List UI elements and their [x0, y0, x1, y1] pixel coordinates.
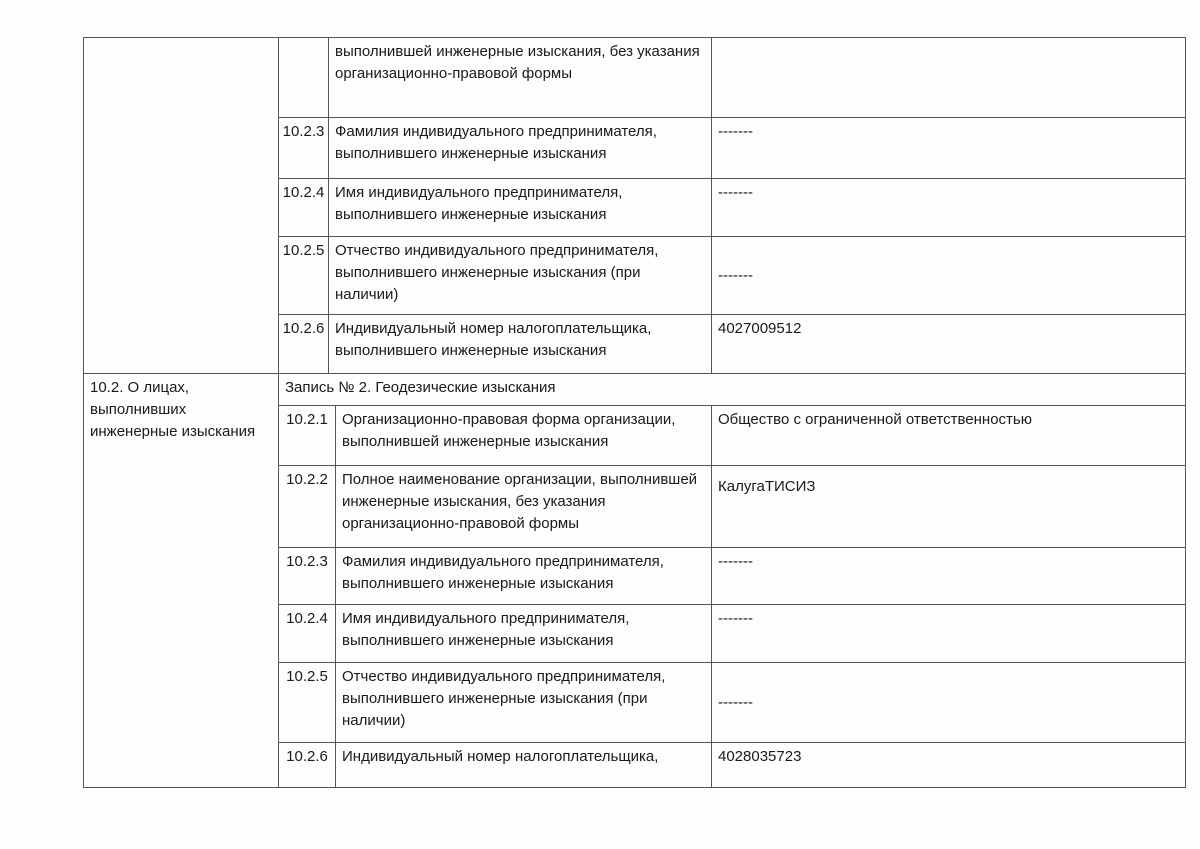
record-title: Запись № 2. Геодезические изыскания — [279, 374, 1186, 406]
row-number: 10.2.3 — [279, 548, 336, 605]
row-value: ------- — [712, 237, 1186, 315]
table-row — [84, 38, 1186, 118]
row-name: Полное наименование организации, выполнившей инженерные изыскания, без указания организационно-правовой формы — [336, 466, 712, 548]
row-value: ------- — [712, 548, 1186, 605]
section-label-cell — [84, 38, 279, 374]
row-name: Фамилия индивидуального предпринимателя, выполнившего инженерные изыскания — [329, 118, 712, 179]
row-value: ------- — [712, 118, 1186, 179]
row-name: Отчество индивидуального предпринимателя, выполнившего инженерные изыскания (при наличии) — [336, 663, 712, 743]
row-name: Организационно-правовая форма организации, выполнившей инженерные изыскания — [336, 406, 712, 466]
row-number: 10.2.2 — [279, 466, 336, 548]
row-name: Индивидуальный номер налогоплательщика, — [336, 743, 712, 788]
row-value: КалугаТИСИЗ — [712, 466, 1186, 548]
row-number: 10.2.5 — [279, 663, 336, 743]
row-name: Имя индивидуального предпринимателя, выполнившего инженерные изыскания — [336, 605, 712, 663]
row-number: 10.2.1 — [279, 406, 336, 466]
row-value: ------- — [712, 179, 1186, 237]
row-number: 10.2.3 — [279, 118, 329, 179]
row-number: 10.2.4 — [279, 179, 329, 237]
row-value: 4027009512 — [712, 315, 1186, 374]
row-value: 4028035723 — [712, 743, 1186, 788]
row-number: 10.2.6 — [279, 315, 329, 374]
row-name: Отчество индивидуального предпринимателя, выполнившего инженерные изыскания (при наличии) — [329, 237, 712, 315]
table-section-2 — [83, 373, 1186, 788]
row-value: ------- — [712, 605, 1186, 663]
row-number: 10.2.6 — [279, 743, 336, 788]
row-name: Имя индивидуального предпринимателя, выполнившего инженерные изыскания — [329, 179, 712, 237]
row-value: ------- — [712, 663, 1186, 743]
row-name: выполнившей инженерные изыскания, без указания организационно-правовой формы — [329, 38, 712, 118]
record-header-row — [84, 374, 1186, 406]
row-number: 10.2.4 — [279, 605, 336, 663]
row-number — [279, 38, 329, 118]
row-number: 10.2.5 — [279, 237, 329, 315]
row-value — [712, 38, 1186, 118]
table-section-continued — [83, 37, 1186, 374]
row-name: Индивидуальный номер налогоплательщика, выполнившего инженерные изыскания — [329, 315, 712, 374]
section-label-cell: 10.2. О лицах, выполнивших инженерные изыскания — [84, 374, 279, 788]
row-value: Общество с ограниченной ответственностью — [712, 406, 1186, 466]
row-name: Фамилия индивидуального предпринимателя, выполнившего инженерные изыскания — [336, 548, 712, 605]
